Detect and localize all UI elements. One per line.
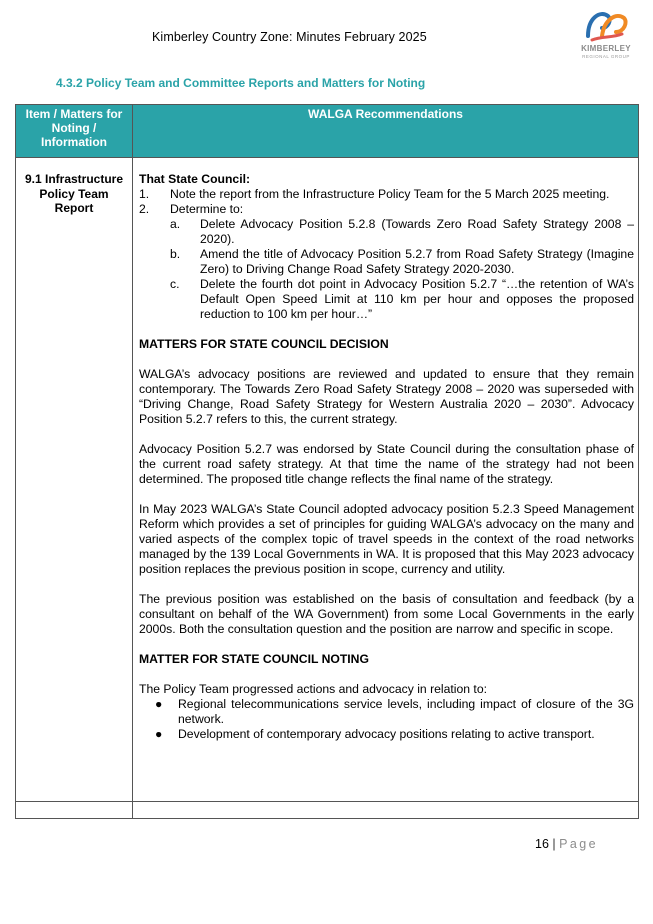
table-header-row [16, 105, 639, 158]
decision-heading: MATTERS FOR STATE COUNCIL DECISION [139, 337, 389, 351]
decision-paragraph: WALGA’s advocacy positions are reviewed and updated to ensure that they remain contemporary. The Towards Zero Road Safety Strategy 2008 – 2020 was superseded with “Driving Change, Road Safety Strategy for Western Australia 2020 – 2030”. Advocacy Position 5.2.7 refers to this, the current strategy. [139, 367, 634, 426]
sub-list-item [170, 217, 634, 247]
minutes-table [15, 104, 639, 819]
page-number: 16 [535, 837, 549, 851]
bullet-item [155, 727, 634, 742]
kimberley-logo [576, 6, 636, 66]
list-item [139, 202, 634, 217]
bullet-item [155, 697, 634, 727]
bullet-text: Development of contemporary advocacy positions relating to active transport. [178, 727, 595, 741]
document-header-title: Kimberley Country Zone: Minutes February 2025 [152, 30, 427, 44]
sub-list-text: Delete Advocacy Position 5.2.8 (Towards Zero Road Safety Strategy 2008 – 2020). [200, 217, 634, 246]
table-row [16, 158, 639, 802]
decision-paragraph: The previous position was established on the basis of consultation and feedback (by a consultant on behalf of the WA Government) from some Local Governments in the early 2000s. Both the consultation question and the position are narrow and specific in scope. [139, 592, 634, 636]
column-header-recommendations: WALGA Recommendations [133, 105, 639, 158]
noting-intro: The Policy Team progressed actions and advocacy in relation to: [139, 682, 487, 696]
logo-mark-icon [582, 6, 630, 46]
column-header-item: Item / Matters for Noting / Information [16, 105, 133, 158]
bullet-icon: ● [155, 727, 163, 741]
sub-list-text: Delete the fourth dot point in Advocacy Position 5.2.7 “…the retention of WA’s Default Open Speed Limit at 110 km per hour and opposes the proposed reduction to 100 km per hour…” [200, 277, 634, 321]
sub-list-item [170, 277, 634, 322]
list-item [139, 187, 634, 202]
recommendation-cell [133, 158, 639, 802]
logo-wordmark: KIMBERLEY [581, 44, 631, 53]
decision-paragraph: Advocacy Position 5.2.7 was endorsed by State Council during the consultation phase of the current road safety strategy. At that time the name of the strategy had not been determined. The proposed title change reflects the final name of the strategy. [139, 442, 634, 486]
page-word: Page [559, 837, 598, 851]
sub-list-letter: c. [170, 277, 180, 291]
list-number: 1. [139, 187, 150, 201]
list-number: 2. [139, 202, 150, 216]
item-label: 9.1 Infrastructure Policy Team Report [16, 158, 133, 802]
section-heading: 4.3.2 Policy Team and Committee Reports and Matters for Noting [56, 76, 426, 90]
resolution-intro: That State Council: [139, 172, 251, 186]
empty-cell [133, 802, 639, 819]
bullet-icon: ● [155, 697, 163, 711]
sub-list-letter: a. [170, 217, 181, 231]
list-text: Determine to: [170, 202, 244, 216]
bullet-text: Regional telecommunications service levels, including impact of closure of the 3G network. [178, 697, 634, 726]
decision-paragraph: In May 2023 WALGA’s State Council adopted advocacy position 5.2.3 Speed Management Reform which provides a set of principles for guiding WALGA’s advocacy on the many and varied aspects of the complex topic of travel speeds in the context of the road networks managed by the 139 Local Governments in WA. It is proposed that this May 2023 advocacy position replaces the previous position in scope, currency and utility. [139, 502, 634, 576]
sub-list-letter: b. [170, 247, 181, 261]
sub-list-item [170, 247, 634, 277]
noting-heading: MATTER FOR STATE COUNCIL NOTING [139, 652, 369, 666]
page-footer [535, 837, 598, 851]
empty-cell [16, 802, 133, 819]
empty-table-row [16, 802, 639, 819]
logo-subtext: REGIONAL GROUP [582, 54, 630, 59]
footer-separator: | [552, 837, 556, 851]
list-text: Note the report from the Infrastructure Policy Team for the 5 March 2025 meeting. [170, 187, 610, 201]
sub-list-text: Amend the title of Advocacy Position 5.2.7 from Road Safety Strategy (Imagine Zero) to Driving Change Road Safety Strategy 2020-2030. [200, 247, 634, 276]
